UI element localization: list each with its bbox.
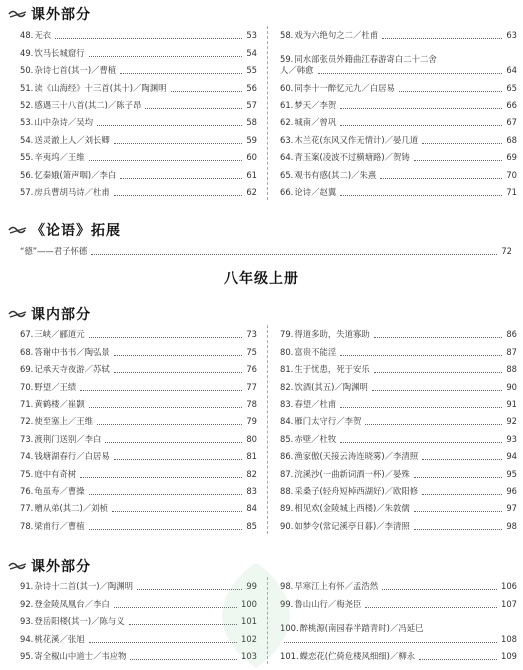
entry-number: 52. [20,99,34,110]
entry-page: 71 [506,186,517,197]
entry-page: 62 [246,186,257,197]
entry-number: 61. [280,99,294,110]
toc-entry [20,165,257,182]
dot-leader [89,529,243,530]
entry-number: 88. [280,485,294,496]
dot-leader [372,390,502,391]
entry-page: 77 [246,381,257,392]
entry-number: 101. [280,650,299,661]
entry-page: 94 [506,451,517,462]
toc-entry [20,26,257,43]
toc-entry [20,130,257,147]
entry-page: 83 [246,485,257,496]
entry-title: 钱塘湖春行／白居易 [34,451,110,462]
entry-title: 梁甫行／曹植 [34,520,85,531]
entry-number: 92. [20,598,34,609]
entry-number: 62. [280,117,294,128]
entry-title: 渔家傲(天接云涛连晓雾)／李清照 [294,451,419,462]
toc-column-left [20,325,268,534]
entry-number: 56. [20,169,34,180]
toc-entry [280,447,517,464]
dot-leader [89,160,243,161]
entry-title: 赠从弟(其二)／刘桢 [34,503,108,514]
entry-number: 78. [20,520,34,531]
entry-number: 68. [20,346,34,357]
entry-page: 57 [246,99,257,110]
toc-entry [20,395,257,412]
entry-page: 58 [246,117,257,128]
toc-entry [20,242,512,259]
dot-leader [145,108,242,109]
entry-page: 92 [506,416,517,427]
dot-leader [114,143,243,144]
toc-entry [280,165,517,182]
dot-leader [80,390,242,391]
entry-page: 90 [506,381,517,392]
entry-number: 99. [280,598,294,609]
pen-bullet-icon [8,224,28,236]
entry-page: 108 [501,633,517,644]
toc-entry [280,377,517,394]
entry-page: 68 [506,134,517,145]
dot-leader [340,407,502,408]
entry-number: 93. [20,616,34,627]
toc-entry [20,148,257,165]
entry-title: 登岳阳楼(其一)／陈与义 [34,616,125,627]
entry-title: 赤壁／杜牧 [294,433,337,444]
entry-number: 72. [20,416,34,427]
dot-leader [374,337,503,338]
entry-page: 60 [246,152,257,163]
entry-title: 富贵不能淫 [294,346,337,357]
entry-page: 95 [506,468,517,479]
entry-title: 观书有感(其二)／朱熹 [294,169,377,180]
toc-entry [280,429,517,446]
toc-entry [280,482,517,499]
entry-title: 早寒江上有怀／孟浩然 [294,581,379,592]
entry-number: 84. [280,416,294,427]
dot-leader [422,494,502,495]
toc-column-right [268,26,517,200]
section-header-2 [8,220,121,240]
toc-entry [20,96,257,113]
toc-entry [20,577,257,594]
entry-page: 53 [246,30,257,41]
toc-entry [280,130,517,147]
dot-leader [374,372,503,373]
entry-title: 寄全椒山中道士／韦应物 [34,650,127,661]
entry-title: 杂诗十二首(其一)／陶渊明 [34,581,133,592]
entry-title: 戏为六绝句之二／杜甫 [294,30,379,41]
entry-number: 94. [20,633,34,644]
dot-leader [137,589,242,590]
entry-title: 春望／杜甫 [294,398,337,409]
toc-entry [20,429,257,446]
pen-bullet-icon [8,308,28,320]
entry-title: 感遇三十八首(其二)／陈子昂 [34,99,142,110]
toc-entry [280,26,517,43]
pen-bullet-icon [8,8,28,20]
entry-page: 55 [246,65,257,76]
section-title: 课外部分 [31,7,91,23]
entry-page: 61 [246,169,257,180]
toc-entry [20,629,257,646]
entry-title: 使至塞上／王维 [34,416,93,427]
entry-number: 91. [20,581,34,592]
dot-leader [91,254,497,255]
entry-page: 80 [246,433,257,444]
dot-leader [340,195,502,196]
entry-number: 86. [280,451,294,462]
entry-number: 81. [280,364,294,375]
dot-leader [340,355,502,356]
dot-leader [318,73,503,74]
dot-leader [414,511,503,512]
dot-leader [365,424,502,425]
entry-title: 饮酒(其五)／陶渊明 [294,381,368,392]
entry-number: 69. [20,364,34,375]
dot-leader [89,407,243,408]
toc-entry [280,612,517,647]
dot-leader [340,108,502,109]
toc-entry [280,577,517,594]
dot-leader [414,477,503,478]
entry-number: 57. [20,186,34,197]
entry-title: 送灵澈上人／刘长卿 [34,134,110,145]
entry-number: 79. [280,329,294,340]
toc-entry [280,360,517,377]
dot-leader [130,659,237,660]
entry-number: 48. [20,30,34,41]
toc-column-right [268,325,517,534]
entry-number: 54. [20,134,34,145]
entry-number: 65. [280,169,294,180]
entry-title: 房兵曹胡马诗／杜甫 [34,186,110,197]
dot-leader [422,143,502,144]
toc-entry [280,342,517,359]
dot-leader [382,38,502,39]
entry-page: 87 [506,346,517,357]
toc-entry [280,594,517,611]
dot-leader [114,355,243,356]
toc-entry [20,325,257,342]
toc-entry [20,61,257,78]
toc-entry [280,647,517,664]
entry-number: 63. [280,134,294,145]
dot-leader [89,337,243,338]
toc-entry [280,516,517,533]
entry-page: 67 [506,117,517,128]
toc-entry [20,113,257,130]
entry-number: 70. [20,381,34,392]
entry-title: 无衣 [34,30,52,41]
dot-leader [414,160,503,161]
entry-number: 49. [20,47,34,58]
dot-leader [89,494,243,495]
toc-entry [20,183,257,200]
entry-page: 81 [246,451,257,462]
entry-title: 野望／王绩 [34,381,77,392]
entry-page: 98 [506,520,517,531]
toc-entry [20,516,257,533]
toc-block-4 [20,577,517,664]
entry-number: 89. [280,503,294,514]
entry-page: 103 [241,650,257,661]
entry-title: 读《山海经》十三首(其十)／陶渊明 [34,82,167,93]
entry-page: 79 [246,416,257,427]
toc-entry [280,148,517,165]
entry-page: 99 [246,581,257,592]
toc-entry [20,447,257,464]
entry-page: 69 [506,152,517,163]
entry-page: 75 [246,346,257,357]
dot-leader [89,642,237,643]
entry-page: 85 [246,520,257,531]
dot-leader [129,624,237,625]
entry-page: 63 [506,30,517,41]
entry-title: 同水部张员外籍曲江春游寄白二十二舍 [294,54,437,65]
toc-entry [280,78,517,95]
entry-number: 87. [280,468,294,479]
entry-number: 66. [280,186,294,197]
dot-leader [97,424,242,425]
entry-page: 78 [246,398,257,409]
entry-page: 102 [241,633,257,644]
toc-entry [280,464,517,481]
entry-title: 相见欢(金陵城上西楼)／朱敦儒 [294,503,410,514]
entry-page: 86 [506,329,517,340]
section-header-3 [8,304,91,324]
entry-number: 82. [280,381,294,392]
entry-page: 106 [501,581,517,592]
entry-page: 97 [506,503,517,514]
entry-title: 辛夷坞／王维 [34,152,85,163]
dot-leader [112,511,242,512]
entry-number: 60. [280,82,294,93]
entry-page: 107 [501,598,517,609]
entry-page: 59 [246,134,257,145]
entry-number: 85. [280,433,294,444]
entry-title: 城南／曾巩 [294,117,337,128]
dot-leader [120,73,242,74]
entry-title: 渡荆门送别／李白 [34,433,102,444]
dot-leader [114,195,243,196]
entry-number: 75. [20,468,34,479]
entry-page: 100 [241,598,257,609]
entry-number: 55. [20,152,34,163]
entry-number: 83. [280,398,294,409]
entry-title: 同李十一醉忆元九／白居易 [294,82,395,93]
toc-entry [280,113,517,130]
section-header-4 [8,556,91,576]
grade-title: 八年级上册 [224,271,299,287]
entry-number: 80. [280,346,294,357]
toc-column-right [268,577,517,664]
entry-title: 蝶恋花(伫倚危楼风细细)／柳永 [299,650,416,661]
entry-title: 忆秦娥(箫声咽)／李白 [34,169,117,180]
entry-page: 96 [506,485,517,496]
dot-leader [340,125,502,126]
dot-leader [414,529,503,530]
dot-leader [114,607,237,608]
entry-page: 76 [246,364,257,375]
dot-leader [382,589,497,590]
entry-page: 73 [246,329,257,340]
toc-entry [280,325,517,342]
dot-leader [55,38,242,39]
entry-page: 109 [501,650,517,661]
entry-title-continued: 人／韩愈 [280,65,314,76]
toc-column-left [20,577,268,664]
toc-entry [20,342,257,359]
entry-title: 鲁山山行／梅尧臣 [294,598,362,609]
toc-entry [20,78,257,95]
dot-leader [399,91,503,92]
entry-title: 山中杂诗／吴均 [34,117,93,128]
entry-number: 59. [280,54,294,65]
toc-entry [280,499,517,516]
entry-number: 73. [20,433,34,444]
toc-entry [20,464,257,481]
entry-title: 木兰花(东风又作无情计)／晏几道 [294,134,419,145]
dot-leader [120,178,242,179]
entry-title: 答谢中书书／陶弘景 [34,346,110,357]
toc-entry [20,499,257,516]
toc-block-1 [20,26,517,200]
dot-leader [380,178,502,179]
entry-number: 51. [20,82,34,93]
section-title: 课内部分 [31,307,91,323]
entry-title: 浣溪沙(一曲新词酒一杯)／晏殊 [294,468,410,479]
toc-entry [280,43,517,78]
entry-number: 50. [20,65,34,76]
entry-title: 如梦令(常记溪亭日暮)／李清照 [294,520,410,531]
dot-leader [89,56,243,57]
entry-page: 91 [506,398,517,409]
entry-number: 67. [20,329,34,340]
entry-title: 黄鹤楼／崔颢 [34,398,85,409]
entry-page: 65 [506,82,517,93]
toc-entry [280,96,517,113]
entry-number: 64. [280,152,294,163]
toc-entry [280,395,517,412]
entry-number: 58. [280,30,294,41]
dot-leader [97,125,242,126]
entry-title: 记承天寺夜游／苏轼 [34,364,110,375]
entry-title: “德”——君子怀德 [20,246,88,257]
toc-entry [20,412,257,429]
entry-title: 生于忧患，死于安乐 [294,364,370,375]
entry-number: 71. [20,398,34,409]
dot-leader [80,477,242,478]
section-title: 《论语》拓展 [31,223,121,239]
entry-page: 64 [506,65,517,76]
entry-title: 登金陵凤凰台／李白 [34,598,110,609]
entry-page: 82 [246,468,257,479]
entry-number: 76. [20,485,34,496]
toc-entry [20,594,257,611]
toc-block-3 [20,325,517,534]
entry-page: 70 [506,169,517,180]
entry-page: 54 [246,47,257,58]
entry-title: 采桑子(轻舟短棹西湖好)／欧阳修 [294,485,419,496]
entry-number: 74. [20,451,34,462]
entry-title: 饮马长城窟行 [34,47,85,58]
dot-leader [171,91,243,92]
pen-bullet-icon [8,560,28,572]
entry-title: 庭中有奇树 [34,468,77,479]
entry-title: 醉桃源(南园春半踏青时)／冯延巳 [299,622,424,633]
toc-block-2 [20,242,512,259]
entry-title: 论诗／赵翼 [294,186,337,197]
entry-number: 100. [280,622,299,633]
section-header-1 [8,4,91,24]
toc-entry [20,482,257,499]
toc-column-left [20,26,268,200]
section-title: 课外部分 [31,559,91,575]
entry-title: 梦天／李贺 [294,99,337,110]
entry-title: 桃花溪／张旭 [34,633,85,644]
dot-leader [419,659,497,660]
dot-leader [284,642,497,643]
toc-entry [20,360,257,377]
dot-leader [114,459,243,460]
dot-leader [365,607,497,608]
entry-number: 77. [20,503,34,514]
toc-entry [20,377,257,394]
dot-leader [340,442,502,443]
entry-number: 95. [20,650,34,661]
entry-title: 杂诗七首(其一)／曹植 [34,65,117,76]
entry-number: 53. [20,117,34,128]
entry-page: 66 [506,99,517,110]
entry-title: 青玉案(凌波不过横塘路)／贺铸 [294,152,410,163]
toc-entry [20,612,257,629]
entry-page: 72 [501,246,512,257]
toc-entry [280,412,517,429]
toc-entry [20,43,257,60]
dot-leader [105,442,242,443]
entry-page: 93 [506,433,517,444]
entry-number: 90. [280,520,294,531]
entry-page: 56 [246,82,257,93]
entry-title: 雁门太守行／李贺 [294,416,362,427]
dot-leader [422,459,502,460]
entry-page: 84 [246,503,257,514]
entry-title: 三峡／郦道元 [34,329,85,340]
entry-page: 101 [241,616,257,627]
dot-leader [114,372,243,373]
toc-entry [280,183,517,200]
entry-number: 98. [280,581,294,592]
entry-title: 得道多助，失道寡助 [294,329,370,340]
entry-page: 88 [506,364,517,375]
entry-title: 龟虽寿／曹操 [34,485,85,496]
toc-entry [20,647,257,664]
